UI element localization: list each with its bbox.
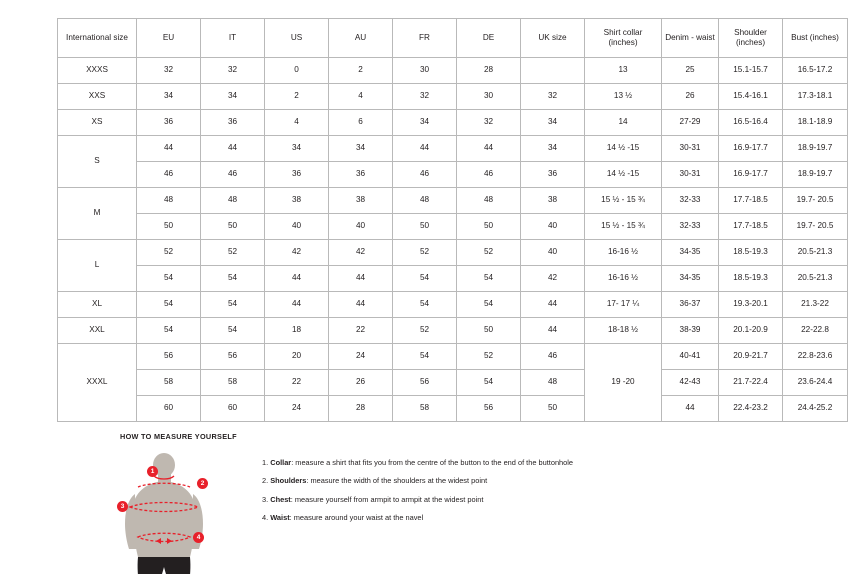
cell-international-size: XXL (58, 318, 137, 344)
cell-de: 28 (457, 58, 521, 84)
cell-uk-size: 50 (521, 396, 585, 422)
cell-shoulder: 21.7-22.4 (719, 370, 783, 396)
cell-it: 34 (201, 84, 265, 110)
cell-uk-size: 44 (521, 292, 585, 318)
cell-eu: 44 (137, 136, 201, 162)
cell-bust: 17.3-18.1 (783, 84, 848, 110)
cell-shoulder: 15.1-15.7 (719, 58, 783, 84)
instruction-item (262, 459, 573, 466)
cell-uk-size: 42 (521, 266, 585, 292)
cell-international-size: XS (58, 110, 137, 136)
cell-shirt-collar: 13 (585, 58, 662, 84)
cell-eu: 36 (137, 110, 201, 136)
cell-fr: 54 (393, 292, 457, 318)
table-header (58, 19, 848, 58)
cell-international-size: L (58, 240, 137, 292)
size-chart-table-container (57, 18, 839, 422)
cell-us: 44 (265, 266, 329, 292)
cell-de: 52 (457, 240, 521, 266)
cell-it: 52 (201, 240, 265, 266)
cell-uk-size: 40 (521, 214, 585, 240)
cell-fr: 44 (393, 136, 457, 162)
cell-au: 42 (329, 240, 393, 266)
table-row (58, 344, 848, 370)
cell-shoulder: 16.9-17.7 (719, 136, 783, 162)
cell-us: 24 (265, 396, 329, 422)
column-header-eu: EU (137, 19, 201, 58)
cell-denim-waist: 26 (662, 84, 719, 110)
cell-us: 38 (265, 188, 329, 214)
cell-au: 40 (329, 214, 393, 240)
cell-it: 54 (201, 266, 265, 292)
cell-bust: 18.9-19.7 (783, 136, 848, 162)
cell-fr: 30 (393, 58, 457, 84)
cell-uk-size: 34 (521, 136, 585, 162)
cell-it: 56 (201, 344, 265, 370)
table-row (58, 136, 848, 162)
cell-denim-waist: 44 (662, 396, 719, 422)
table-row (58, 318, 848, 344)
cell-uk-size: 32 (521, 84, 585, 110)
table-row (58, 110, 848, 136)
cell-denim-waist: 34-35 (662, 240, 719, 266)
size-chart-table (57, 18, 848, 422)
cell-denim-waist: 25 (662, 58, 719, 84)
cell-shirt-collar: 13 ½ (585, 84, 662, 110)
cell-de: 54 (457, 370, 521, 396)
column-header-it: IT (201, 19, 265, 58)
cell-shoulder: 20.1-20.9 (719, 318, 783, 344)
cell-uk-size: 36 (521, 162, 585, 188)
measurement-instruction-list (262, 459, 573, 522)
column-header-shoulder: Shoulder (inches) (719, 19, 783, 58)
cell-it: 58 (201, 370, 265, 396)
cell-de: 52 (457, 344, 521, 370)
cell-international-size: XXXL (58, 344, 137, 422)
cell-de: 48 (457, 188, 521, 214)
instruction-number: 3. (262, 494, 269, 504)
cell-shoulder: 18.5-19.3 (719, 266, 783, 292)
cell-uk-size: 48 (521, 370, 585, 396)
cell-denim-waist: 36-37 (662, 292, 719, 318)
table-body (58, 58, 848, 422)
table-row (58, 84, 848, 110)
column-header-bust: Bust (inches) (783, 19, 848, 58)
cell-fr: 32 (393, 84, 457, 110)
cell-uk-size: 40 (521, 240, 585, 266)
column-header-uk-size: UK size (521, 19, 585, 58)
cell-uk-size (521, 58, 585, 84)
cell-shirt-collar: 15 ½ - 15 ¾ (585, 214, 662, 240)
cell-international-size: XXS (58, 84, 137, 110)
table-row (58, 266, 848, 292)
instruction-text: : measure yourself from armpit to armpit at the widest point (290, 494, 484, 504)
cell-uk-size: 34 (521, 110, 585, 136)
cell-fr: 54 (393, 266, 457, 292)
cell-eu: 56 (137, 344, 201, 370)
table-row (58, 58, 848, 84)
cell-de: 54 (457, 266, 521, 292)
cell-au: 36 (329, 162, 393, 188)
cell-au: 4 (329, 84, 393, 110)
cell-international-size: XXXS (58, 58, 137, 84)
column-header-us: US (265, 19, 329, 58)
table-row (58, 162, 848, 188)
cell-it: 32 (201, 58, 265, 84)
cell-eu: 48 (137, 188, 201, 214)
cell-shirt-collar: 16-16 ½ (585, 240, 662, 266)
table-row (58, 188, 848, 214)
marker-2-shoulders: 2 (197, 478, 208, 489)
instruction-item (262, 514, 573, 521)
cell-us: 36 (265, 162, 329, 188)
cell-shoulder: 20.9-21.7 (719, 344, 783, 370)
cell-shirt-collar: 19 -20 (585, 344, 662, 422)
cell-eu: 52 (137, 240, 201, 266)
cell-denim-waist: 32-33 (662, 214, 719, 240)
cell-shoulder: 16.5-16.4 (719, 110, 783, 136)
cell-us: 44 (265, 292, 329, 318)
instruction-number: 4. (262, 513, 269, 523)
cell-denim-waist: 30-31 (662, 136, 719, 162)
cell-bust: 18.9-19.7 (783, 162, 848, 188)
cell-au: 38 (329, 188, 393, 214)
cell-it: 36 (201, 110, 265, 136)
marker-4-waist: 4 (193, 532, 204, 543)
instruction-item (262, 477, 573, 484)
instruction-text: : measure around your waist at the navel (289, 513, 424, 523)
cell-us: 0 (265, 58, 329, 84)
cell-us: 4 (265, 110, 329, 136)
cell-denim-waist: 34-35 (662, 266, 719, 292)
cell-au: 22 (329, 318, 393, 344)
cell-fr: 52 (393, 318, 457, 344)
cell-eu: 54 (137, 266, 201, 292)
instruction-label: Collar (270, 458, 292, 467)
how-to-measure-body (120, 449, 760, 569)
instruction-label: Chest (270, 494, 291, 504)
cell-denim-waist: 40-41 (662, 344, 719, 370)
cell-shirt-collar: 16-16 ½ (585, 266, 662, 292)
marker-1-collar: 1 (147, 466, 158, 477)
cell-fr: 52 (393, 240, 457, 266)
instruction-label: Shoulders (270, 476, 307, 486)
body-figure (120, 449, 240, 569)
instruction-number: 2. (262, 476, 269, 486)
cell-bust: 19.7- 20.5 (783, 188, 848, 214)
cell-denim-waist: 32-33 (662, 188, 719, 214)
cell-fr: 56 (393, 370, 457, 396)
column-header-au: AU (329, 19, 393, 58)
cell-it: 50 (201, 214, 265, 240)
marker-3-chest: 3 (117, 501, 128, 512)
column-header-fr: FR (393, 19, 457, 58)
cell-de: 30 (457, 84, 521, 110)
body-illustration-icon (120, 449, 240, 574)
cell-au: 44 (329, 292, 393, 318)
instruction-number: 1. (262, 458, 269, 467)
cell-us: 18 (265, 318, 329, 344)
cell-international-size: XL (58, 292, 137, 318)
instruction-text: : measure the width of the shoulders at the widest point (306, 476, 488, 486)
cell-fr: 58 (393, 396, 457, 422)
table-row (58, 370, 848, 396)
how-to-measure-section (120, 432, 760, 569)
cell-au: 34 (329, 136, 393, 162)
cell-it: 54 (201, 318, 265, 344)
cell-denim-waist: 30-31 (662, 162, 719, 188)
cell-fr: 34 (393, 110, 457, 136)
how-to-measure-title: HOW TO MEASURE YOURSELF (120, 432, 237, 441)
cell-eu: 54 (137, 292, 201, 318)
cell-eu: 58 (137, 370, 201, 396)
cell-shoulder: 16.9-17.7 (719, 162, 783, 188)
cell-shoulder: 22.4-23.2 (719, 396, 783, 422)
table-row (58, 214, 848, 240)
cell-eu: 32 (137, 58, 201, 84)
cell-it: 54 (201, 292, 265, 318)
cell-eu: 46 (137, 162, 201, 188)
cell-fr: 48 (393, 188, 457, 214)
column-header-shirt-collar: Shirt collar (inches) (585, 19, 662, 58)
cell-shirt-collar: 14 (585, 110, 662, 136)
cell-bust: 18.1-18.9 (783, 110, 848, 136)
cell-shoulder: 17.7-18.5 (719, 214, 783, 240)
cell-us: 2 (265, 84, 329, 110)
cell-de: 56 (457, 396, 521, 422)
table-row (58, 396, 848, 422)
cell-fr: 46 (393, 162, 457, 188)
cell-uk-size: 38 (521, 188, 585, 214)
instruction-item (262, 496, 573, 503)
cell-au: 44 (329, 266, 393, 292)
cell-au: 2 (329, 58, 393, 84)
cell-shirt-collar: 15 ½ - 15 ¾ (585, 188, 662, 214)
cell-shirt-collar: 18-18 ½ (585, 318, 662, 344)
cell-denim-waist: 42-43 (662, 370, 719, 396)
cell-de: 54 (457, 292, 521, 318)
cell-de: 50 (457, 214, 521, 240)
measurement-instructions (262, 459, 573, 533)
cell-us: 22 (265, 370, 329, 396)
column-header-international-size: International size (58, 19, 137, 58)
cell-bust: 16.5-17.2 (783, 58, 848, 84)
cell-bust: 20.5-21.3 (783, 266, 848, 292)
cell-us: 34 (265, 136, 329, 162)
cell-eu: 34 (137, 84, 201, 110)
cell-international-size: S (58, 136, 137, 188)
cell-bust: 21.3-22 (783, 292, 848, 318)
cell-au: 28 (329, 396, 393, 422)
cell-bust: 22-22.8 (783, 318, 848, 344)
cell-shirt-collar: 14 ½ -15 (585, 162, 662, 188)
cell-au: 24 (329, 344, 393, 370)
cell-eu: 54 (137, 318, 201, 344)
cell-it: 46 (201, 162, 265, 188)
cell-eu: 50 (137, 214, 201, 240)
cell-de: 44 (457, 136, 521, 162)
cell-international-size: M (58, 188, 137, 240)
cell-bust: 20.5-21.3 (783, 240, 848, 266)
cell-it: 60 (201, 396, 265, 422)
table-row (58, 292, 848, 318)
table-header-row (58, 19, 848, 58)
cell-bust: 23.6-24.4 (783, 370, 848, 396)
instruction-label: Waist (270, 513, 290, 523)
cell-bust: 22.8-23.6 (783, 344, 848, 370)
cell-shoulder: 19.3-20.1 (719, 292, 783, 318)
cell-shirt-collar: 14 ½ -15 (585, 136, 662, 162)
cell-us: 40 (265, 214, 329, 240)
cell-shoulder: 15.4-16.1 (719, 84, 783, 110)
instruction-text: : measure a shirt that fits you from the centre of the button to the end of the buttonhole (291, 458, 574, 467)
cell-us: 20 (265, 344, 329, 370)
cell-uk-size: 44 (521, 318, 585, 344)
cell-denim-waist: 27-29 (662, 110, 719, 136)
cell-bust: 19.7- 20.5 (783, 214, 848, 240)
cell-fr: 50 (393, 214, 457, 240)
cell-de: 32 (457, 110, 521, 136)
column-header-de: DE (457, 19, 521, 58)
cell-au: 26 (329, 370, 393, 396)
cell-denim-waist: 38-39 (662, 318, 719, 344)
cell-shoulder: 18.5-19.3 (719, 240, 783, 266)
cell-uk-size: 46 (521, 344, 585, 370)
cell-fr: 54 (393, 344, 457, 370)
cell-it: 48 (201, 188, 265, 214)
column-header-denim-waist: Denim - waist (662, 19, 719, 58)
cell-eu: 60 (137, 396, 201, 422)
cell-au: 6 (329, 110, 393, 136)
cell-it: 44 (201, 136, 265, 162)
cell-de: 46 (457, 162, 521, 188)
cell-shirt-collar: 17- 17 ¼ (585, 292, 662, 318)
cell-bust: 24.4-25.2 (783, 396, 848, 422)
table-row (58, 240, 848, 266)
cell-us: 42 (265, 240, 329, 266)
cell-shoulder: 17.7-18.5 (719, 188, 783, 214)
cell-de: 50 (457, 318, 521, 344)
